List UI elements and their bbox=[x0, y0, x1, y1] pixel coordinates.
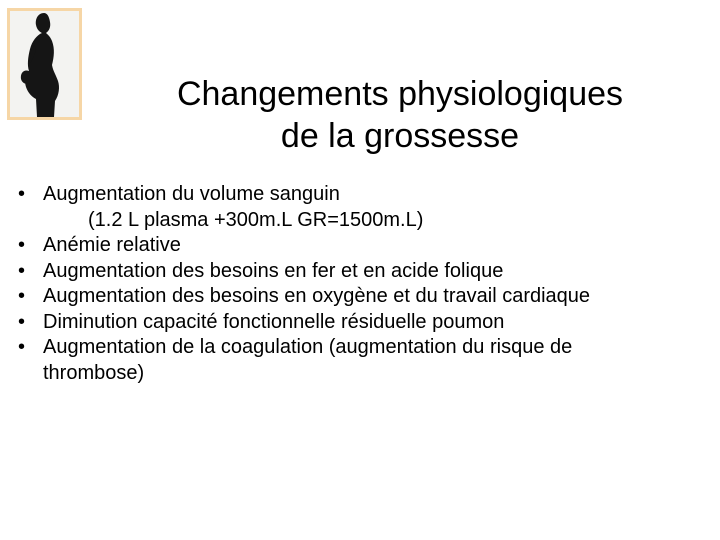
silhouette-belly bbox=[21, 70, 29, 83]
silhouette-shape bbox=[25, 13, 59, 117]
bullet-marker: • bbox=[18, 234, 26, 256]
title-line-2: de la grossesse bbox=[280, 117, 520, 155]
bullet-item bbox=[18, 233, 708, 259]
bullet-item bbox=[18, 335, 708, 386]
bullet-marker: • bbox=[18, 183, 26, 205]
bullet-text: Anémie relative bbox=[43, 234, 181, 256]
bullet-text-continuation: thrombose) bbox=[43, 361, 145, 384]
photo-background bbox=[10, 11, 79, 117]
bullet-text: Augmentation des besoins en oxygène et du travail cardiaque bbox=[43, 285, 591, 307]
pregnant-woman-photo bbox=[7, 8, 82, 120]
bullet-text: Diminution capacité fonctionnelle résiduelle poumon bbox=[43, 310, 505, 333]
bullet-item bbox=[18, 284, 708, 310]
bullet-text: Augmentation des besoins en fer et en acide folique bbox=[43, 259, 504, 282]
bullet-text: Augmentation du volume sanguin bbox=[43, 183, 340, 205]
slide-title bbox=[100, 73, 700, 157]
bullet-text: (1.2 L plasma +300m.L GR=1500m.L) bbox=[88, 208, 424, 231]
bullet-item bbox=[18, 182, 708, 208]
bullet-marker: • bbox=[18, 336, 26, 358]
bullet-list bbox=[18, 182, 708, 386]
bullet-subline bbox=[18, 208, 708, 234]
bullet-marker: • bbox=[18, 259, 26, 282]
pregnant-silhouette-image bbox=[10, 11, 79, 117]
bullet-item bbox=[18, 310, 708, 336]
bullet-marker: • bbox=[18, 310, 26, 333]
bullet-marker: • bbox=[18, 285, 26, 307]
title-line-1: Changements physiologiques bbox=[176, 75, 624, 113]
bullet-item bbox=[18, 259, 708, 285]
bullet-text: Augmentation de la coagulation (augmentation du risque de bbox=[43, 336, 573, 358]
